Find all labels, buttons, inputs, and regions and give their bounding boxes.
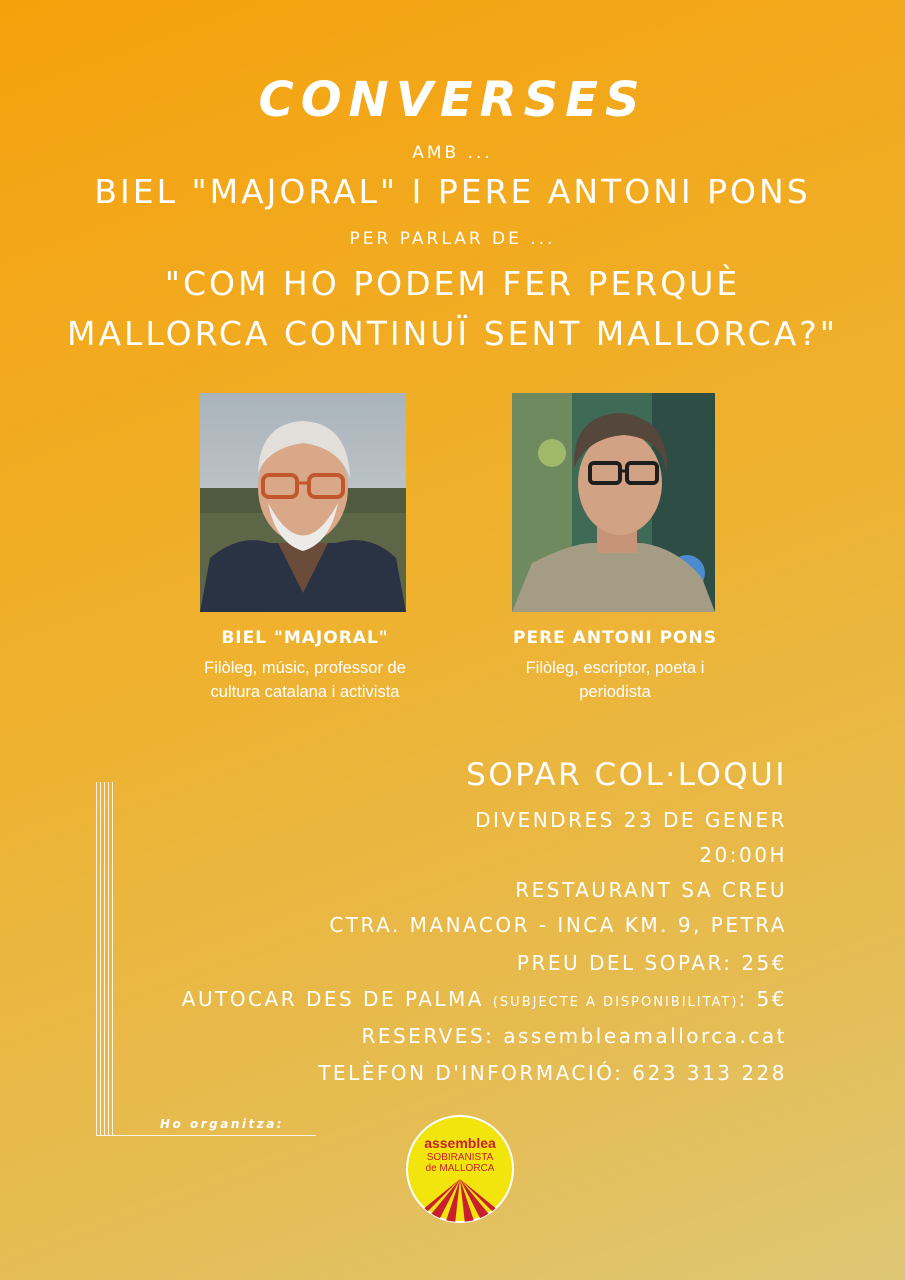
event-phone: TELÈFON D'INFORMACIÓ: 623 313 228 [318, 1061, 787, 1085]
decor-line [96, 782, 97, 1135]
bus-note: (SUBJECTE A DISPONIBILITAT) [492, 995, 739, 1010]
decor-line [108, 782, 109, 1135]
event-time: 20:00H [699, 843, 787, 867]
decor-line-horizontal [96, 1135, 316, 1136]
speaker-desc-line: cultura catalana i activista [210, 683, 400, 701]
speaker-photo-pere [512, 393, 715, 612]
speaker-desc-biel [150, 656, 460, 704]
speaker-desc-line: Filòleg, escriptor, poeta i [525, 659, 705, 677]
event-date: DIVENDRES 23 DE GENER [475, 808, 787, 832]
amb-label: AMB ... [412, 143, 493, 163]
decor-line [100, 782, 101, 1135]
speaker-desc-pere [460, 656, 770, 704]
guests-heading: BIEL "MAJORAL" I PERE ANTONI PONS [94, 172, 811, 211]
logo-text-1: assemblea [424, 1135, 496, 1151]
organizer-label: Ho organitza: [160, 1117, 285, 1131]
event-price: PREU DEL SOPAR: 25€ [516, 951, 787, 975]
event-venue: RESTAURANT SA CREU [515, 878, 787, 902]
event-address: CTRA. MANACOR - INCA KM. 9, PETRA [329, 913, 787, 937]
event-type: SOPAR COL·LOQUI [466, 757, 787, 793]
decor-line [104, 782, 105, 1135]
speaker-photo-biel [200, 393, 406, 612]
event-bus [182, 987, 787, 1011]
speaker-desc-line: periodista [579, 683, 651, 701]
speaker-name-pere: PERE ANTONI PONS [513, 628, 717, 648]
logo-text-2: SOBIRANISTA [426, 1152, 494, 1163]
decor-line [112, 782, 113, 1135]
event-reservations: RESERVES: assembleamallorca.cat [361, 1024, 787, 1048]
per-parlar-label: PER PARLAR DE ... [349, 229, 556, 249]
bus-price: : 5€ [738, 987, 787, 1011]
bus-main: AUTOCAR DES DE PALMA [181, 987, 493, 1011]
topic-line-2: MALLORCA CONTINUÏ SENT MALLORCA?" [66, 314, 838, 353]
speaker-name-biel: BIEL "MAJORAL" [221, 628, 389, 648]
topic-line-1: "COM HO PODEM FER PERQUÈ [164, 264, 741, 303]
logo-text-3: de MALLORCA [425, 1163, 495, 1174]
speaker-desc-line: Filòleg, músic, professor de [204, 659, 406, 677]
assemblea-logo [405, 1114, 515, 1224]
poster-title: CONVERSES [258, 72, 647, 128]
